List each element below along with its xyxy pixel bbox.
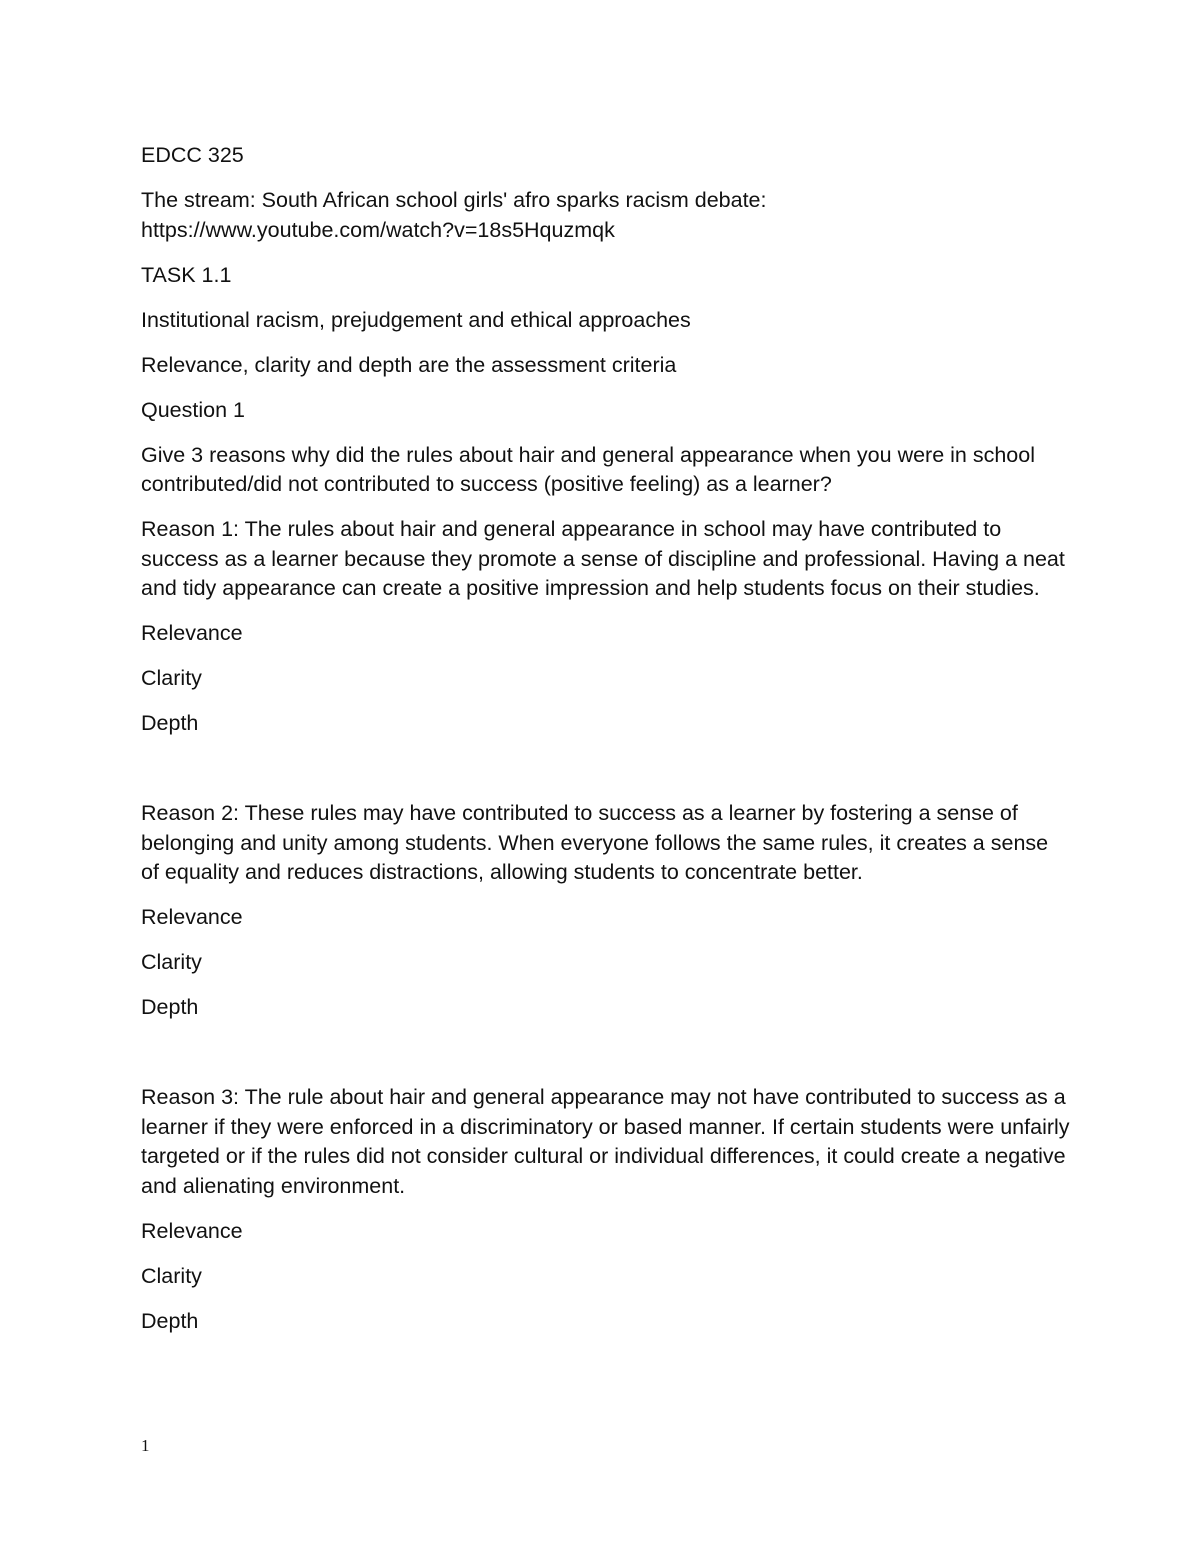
criteria-note: Relevance, clarity and depth are the assessment criteria xyxy=(141,352,677,377)
reason-1-text: Reason 1: The rules about hair and general appearance in school may have contributed to success as a learner because they promote a sense of discipline and professional. Having a neat and tidy appearance can create a positive impression and help students focus on their studies. xyxy=(141,517,1065,600)
stream-link: https://www.youtube.com/watch?v=18s5Hquzmqk xyxy=(141,217,615,242)
reason-1-criterion-clarity: Clarity xyxy=(141,666,202,690)
reason-1-criterion-relevance: Relevance xyxy=(141,621,243,645)
page-number: 1 xyxy=(141,1436,150,1455)
reason-3-criterion-clarity: Clarity xyxy=(141,1263,202,1288)
blank-line xyxy=(141,754,1071,799)
blank-line xyxy=(141,1038,1071,1083)
question-text: Give 3 reasons why did the rules about hair and general appearance when you were in school contributed/did not contributed to success (positive feeling) as a learner? xyxy=(141,442,1036,496)
reason-2-criterion-clarity: Clarity xyxy=(141,950,202,974)
task-topic: Institutional racism, prejudgement and ethical approaches xyxy=(141,307,691,332)
course-code: EDCC 325 xyxy=(141,143,244,167)
document-body xyxy=(141,141,1071,1352)
task-heading: TASK 1.1 xyxy=(141,262,232,287)
reason-3-criterion-depth: Depth xyxy=(141,1308,199,1333)
question-label: Question 1 xyxy=(141,397,245,422)
reason-1-criterion-depth: Depth xyxy=(141,711,199,735)
reason-3-text: Reason 3: The rule about hair and general appearance may not have contributed to success as a learner if they were enforced in a discriminatory or based manner. If certain students were unfairly targeted or if the rules did not consider cultural or individual differences, it could create a negative and alienating environment. xyxy=(141,1085,1070,1198)
reason-2-text: Reason 2: These rules may have contributed to success as a learner by fostering a sense of belonging and unity among students. When everyone follows the same rules, it creates a sense of equality and reduces distractions, allowing students to concentrate better. xyxy=(141,801,1049,884)
stream-reference xyxy=(141,186,1071,245)
reason-3-criterion-relevance: Relevance xyxy=(141,1218,243,1243)
reason-2-criterion-depth: Depth xyxy=(141,995,199,1019)
reason-2-criterion-relevance: Relevance xyxy=(141,905,243,929)
stream-title: The stream: South African school girls' afro sparks racism debate: xyxy=(141,188,767,212)
